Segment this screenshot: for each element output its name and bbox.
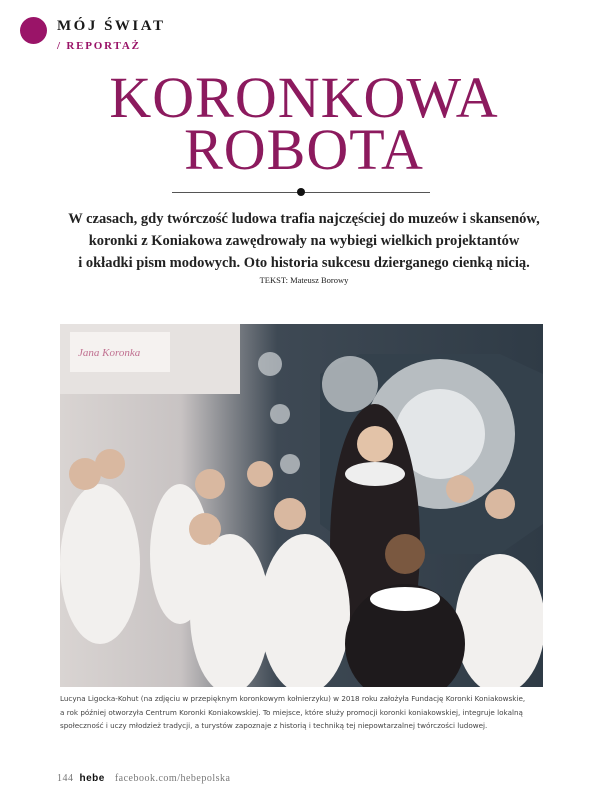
- caption-line: społeczność i uczy młodzież tradycji, a turystów zapoznaje z historią i techniką tej niepowtarzalnej twórczości ludowej.: [60, 721, 488, 730]
- lead-line: i okładki pism modowych. Oto historia sukcesu dzierganego cienką nicią.: [78, 255, 530, 271]
- photo-illustration: [60, 324, 543, 687]
- lead-paragraph: [40, 208, 568, 274]
- brand-logo: hebe: [79, 773, 105, 784]
- byline: TEKST: Mateusz Borowy: [259, 275, 349, 285]
- caption-line: a rok później otworzyła Centrum Koronki Koniakowskiej. To miejsce, które służy promocji koronki koniakowskiej, integruje lokalną: [60, 707, 523, 717]
- page-footer: [57, 773, 230, 784]
- caption-line: Lucyna Ligocka-Kohut (na zdjęciu w przepięknym koronkowym kołnierzyku) w 2018 roku założyła Fundację Koronki Koniakowskie,: [60, 694, 526, 703]
- lead-line: koronki z Koniakowa zawędrowały na wybiegi wielkich projektantów: [88, 233, 520, 249]
- title-line: ROBOTA: [184, 117, 424, 182]
- lead-line: W czasach, gdy twórczość ludowa trafia najczęściej do muzeów i skansenów,: [68, 211, 540, 227]
- title-line: KORONKOWA: [109, 65, 499, 130]
- divider-dot: [297, 188, 305, 196]
- photo-caption: [60, 692, 540, 733]
- photo-sign-text: Jana Koronka: [78, 347, 141, 359]
- page-number: 144: [57, 773, 74, 784]
- article-photo: [60, 324, 543, 687]
- section-dot-icon: [20, 17, 47, 44]
- section-label: MÓJ ŚWIAT: [57, 18, 166, 34]
- subsection-label: / REPORTAŻ: [57, 40, 141, 52]
- article-title: [0, 65, 608, 182]
- footer-url[interactable]: facebook.com/hebepolska: [114, 773, 231, 784]
